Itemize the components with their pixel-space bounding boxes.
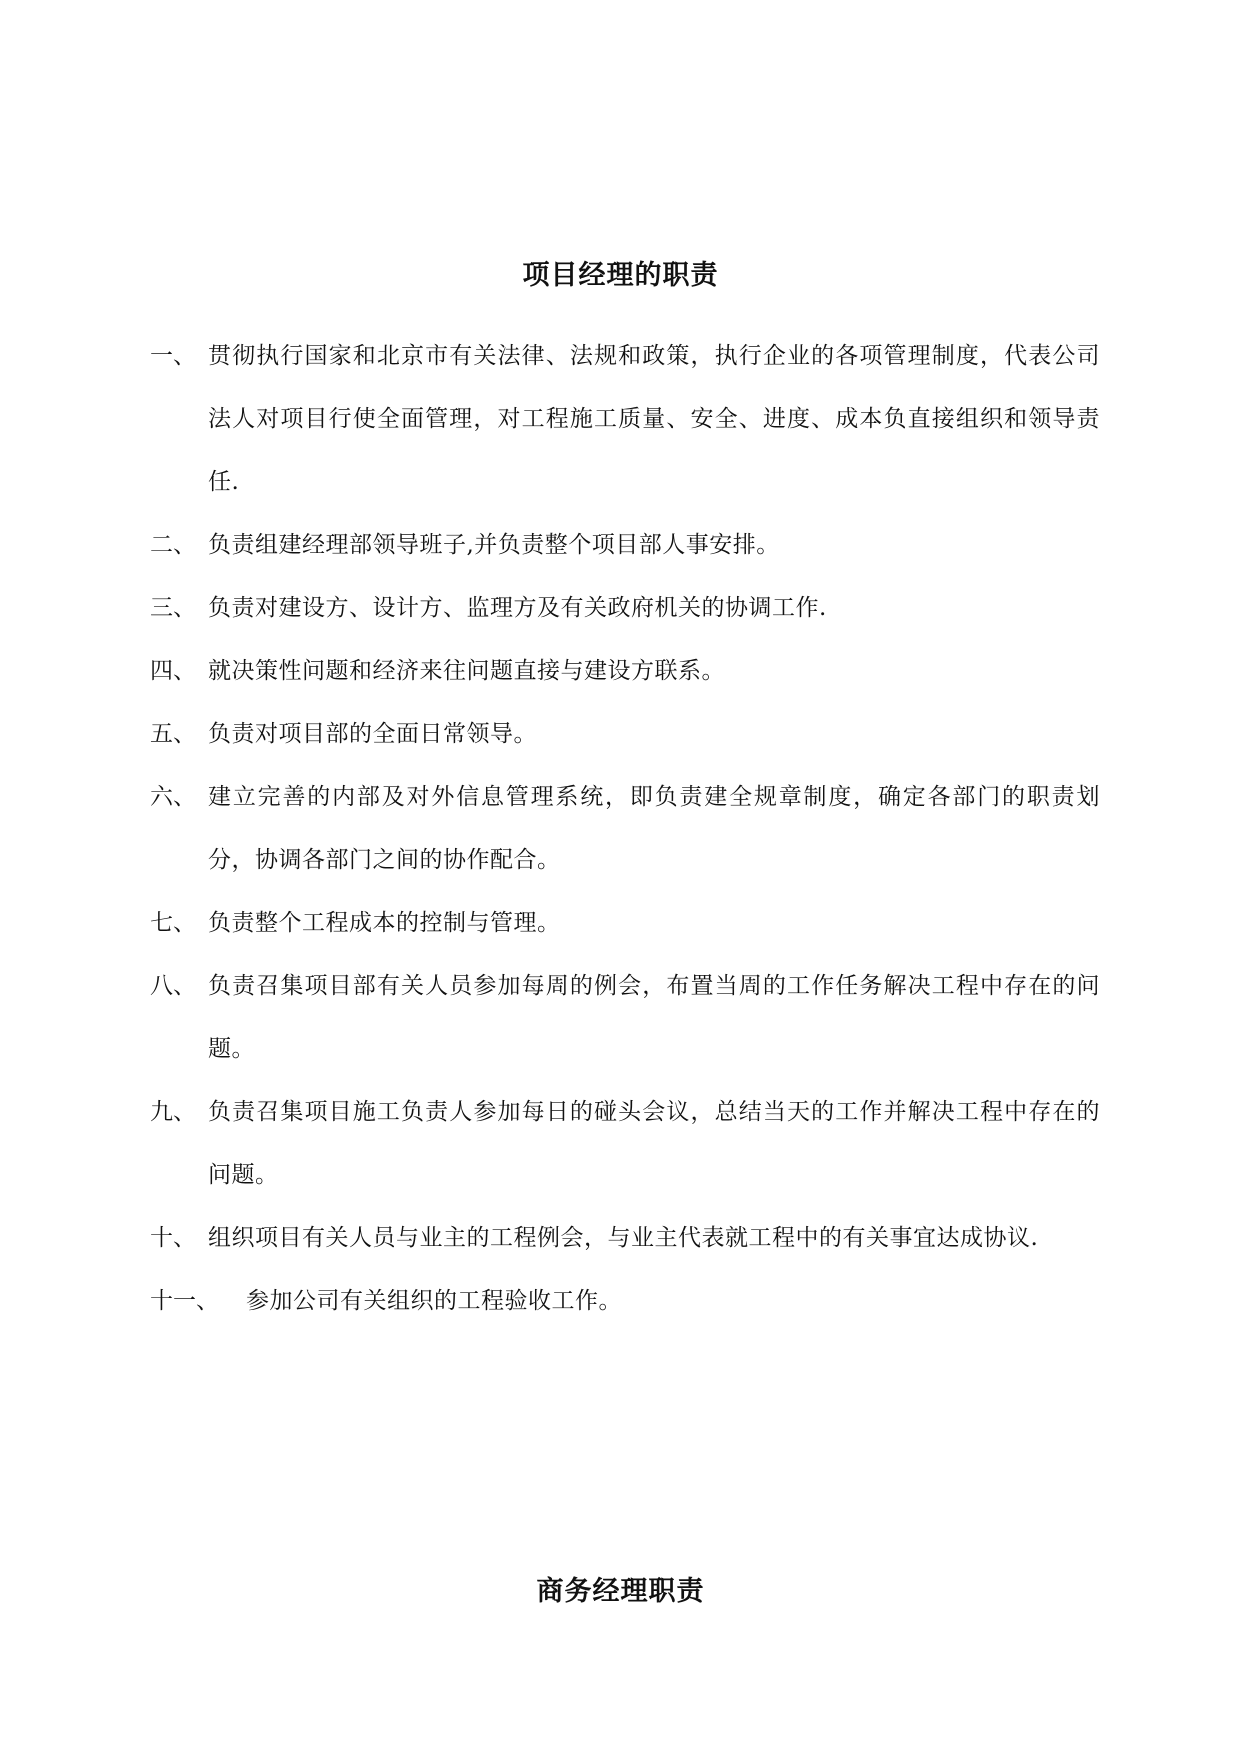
item-number: 二、 — [150, 532, 196, 558]
item-text: 建立完善的内部及对外信息管理系统，即负责建全规章制度，确定各部门的职责划分，协调各部门之间的协作配合。 — [208, 784, 1100, 873]
list-item — [150, 892, 1100, 955]
item-number: 三、 — [150, 595, 196, 621]
section-title: 项目经理的职责 — [522, 260, 719, 291]
item-text: 负责召集项目部有关人员参加每周的例会，布置当周的工作任务解决工程中存在的问题。 — [208, 973, 1100, 1062]
item-text: 参加公司有关组织的工程验收工作。 — [246, 1288, 622, 1314]
item-text: 就决策性问题和经济来往问题直接与建设方联系。 — [208, 658, 725, 684]
item-number: 七、 — [150, 910, 196, 936]
list-item — [150, 577, 1100, 640]
item-text: 负责整个工程成本的控制与管理。 — [208, 910, 561, 936]
item-text: 贯彻执行国家和北京市有关法律、法规和政策，执行企业的各项管理制度，代表公司法人对项目行使全面管理，对工程施工质量、安全、进度、成本负直接组织和领导责任. — [208, 343, 1100, 495]
item-number: 九、 — [150, 1099, 196, 1125]
item-number: 五、 — [150, 721, 196, 747]
duties-list — [150, 325, 1100, 1333]
item-text: 组织项目有关人员与业主的工程例会，与业主代表就工程中的有关事宜达成协议. — [208, 1225, 1039, 1251]
item-number: 十一、 — [150, 1288, 219, 1314]
item-number: 十、 — [150, 1225, 196, 1251]
item-text: 负责组建经理部领导班子,并负责整个项目部人事安排。 — [208, 532, 780, 558]
item-number: 一、 — [150, 343, 196, 369]
list-item — [150, 766, 1100, 892]
item-text: 负责对建设方、设计方、监理方及有关政府机关的协调工作. — [208, 595, 827, 621]
list-item — [150, 1270, 1100, 1333]
list-item — [150, 955, 1100, 1081]
list-item — [150, 1207, 1100, 1270]
section-title: 商务经理职责 — [536, 1576, 705, 1607]
item-text: 负责对项目部的全面日常领导。 — [208, 721, 537, 747]
item-number: 八、 — [150, 973, 196, 999]
list-item — [150, 640, 1100, 703]
list-item — [150, 514, 1100, 577]
item-text: 负责召集项目施工负责人参加每日的碰头会议，总结当天的工作并解决工程中存在的问题。 — [208, 1099, 1100, 1188]
item-number: 六、 — [150, 784, 196, 810]
list-item — [150, 325, 1100, 514]
list-item — [150, 703, 1100, 766]
item-number: 四、 — [150, 658, 196, 684]
list-item — [150, 1081, 1100, 1207]
